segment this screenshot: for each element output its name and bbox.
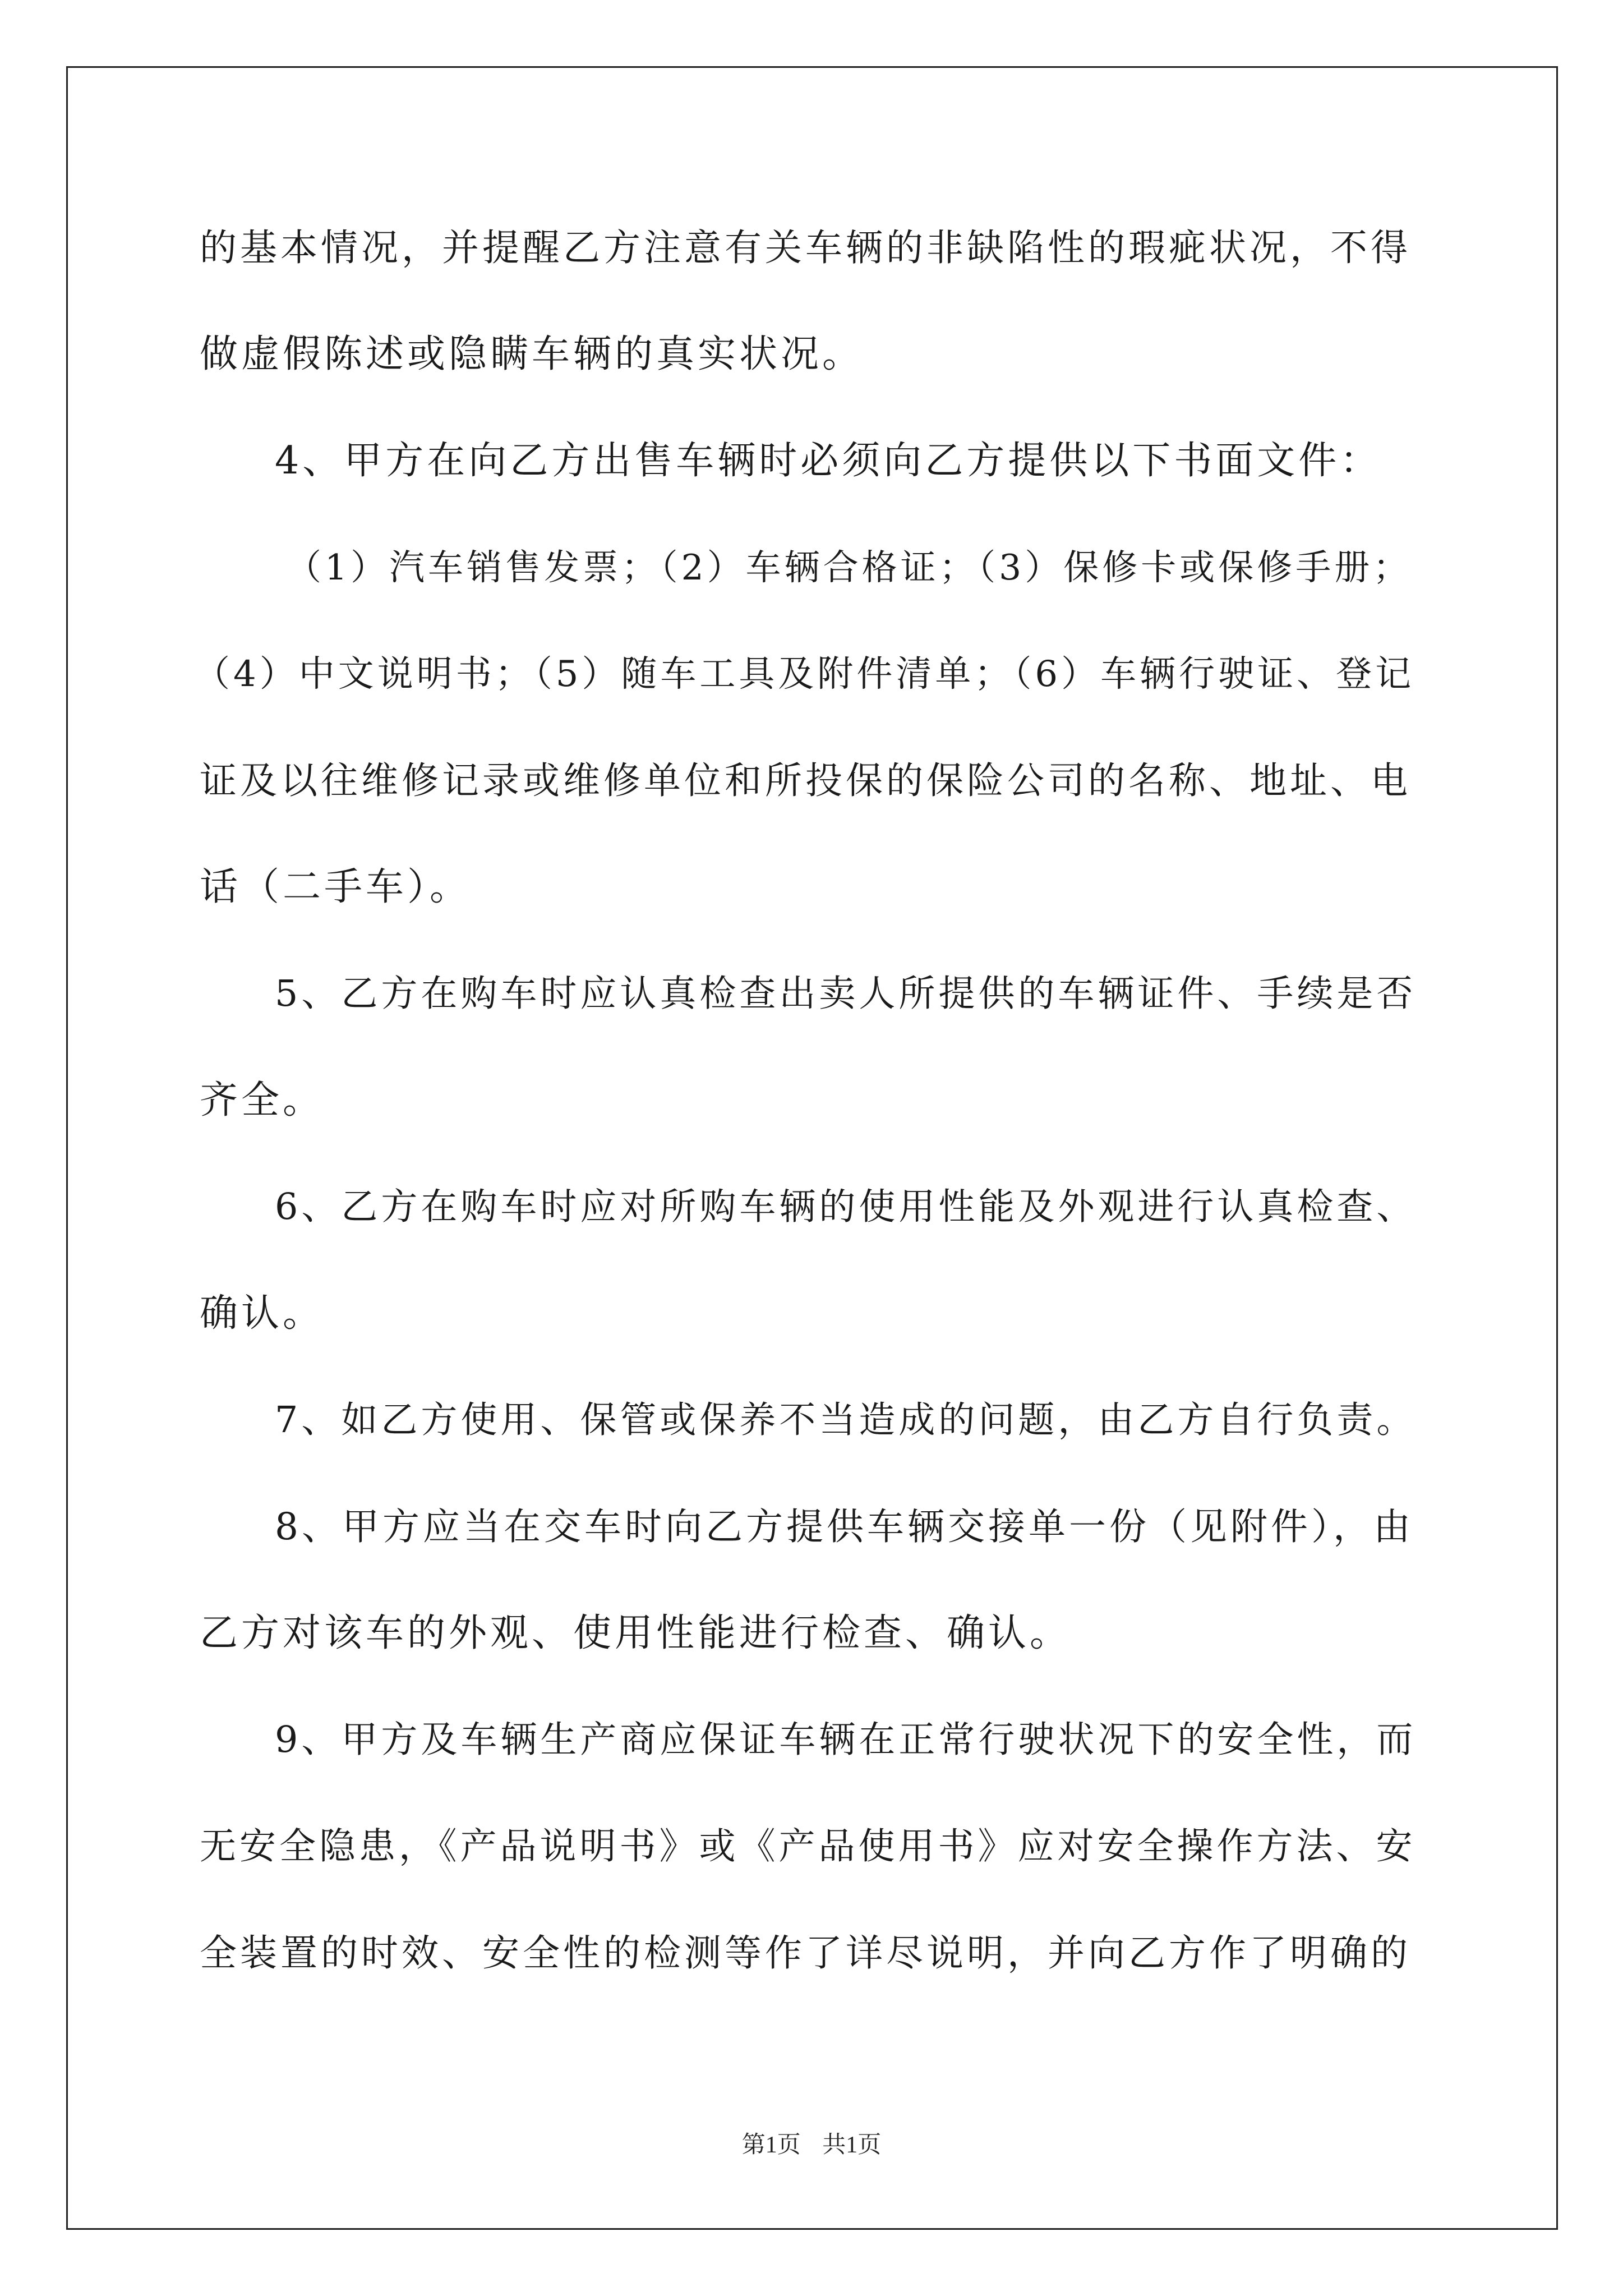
body-line: 5、乙方在购车时应认真检查出卖人所提供的车辆证件、手续是否 bbox=[275, 973, 1417, 1015]
body-line: 4、甲方在向乙方出售车辆时必须向乙方提供以下书面文件： bbox=[275, 439, 1382, 483]
body-line: 全装置的时效、安全性的检测等作了详尽说明，并向乙方作了明确的 bbox=[200, 1931, 1411, 1975]
body-line: 话（二手车）。 bbox=[200, 865, 472, 909]
body-line: 证及以往维修记录或维修单位和所投保的保险公司的名称、地址、电 bbox=[200, 759, 1411, 802]
page-footer bbox=[0, 2131, 1623, 2160]
body-line: 7、如乙方使用、保管或保养不当造成的问题，由乙方自行负责。 bbox=[275, 1399, 1417, 1441]
body-line: 无安全隐患，《产品说明书》或《产品使用书》应对安全操作方法、安 bbox=[200, 1825, 1416, 1867]
body-line: 确认。 bbox=[200, 1291, 325, 1336]
page-total: 共1页 bbox=[822, 2132, 882, 2158]
body-line: 乙方对该车的外观、使用性能进行检查、确认。 bbox=[200, 1611, 1072, 1655]
page-frame bbox=[66, 66, 1558, 2230]
body-line: 6、乙方在购车时应对所购车辆的使用性能及外观进行认真检查、 bbox=[275, 1186, 1417, 1228]
body-line: 的基本情况，并提醒乙方注意有关车辆的非缺陷性的瑕疵状况，不得 bbox=[200, 226, 1411, 269]
body-line: 9、甲方及车辆生产商应保证车辆在正常行驶状况下的安全性，而 bbox=[275, 1719, 1417, 1761]
body-line: （4）中文说明书；（5）随车工具及附件清单；（6）车辆行驶证、登记 bbox=[194, 654, 1415, 695]
body-line: 齐全。 bbox=[200, 1078, 325, 1122]
page-number: 第1页 bbox=[741, 2132, 801, 2158]
body-line: （1）汽车销售发票；（2）车辆合格证；（3）保修卡或保修手册； bbox=[286, 547, 1412, 588]
body-line: 8、甲方应当在交车时向乙方提供车辆交接单一份（见附件），由 bbox=[275, 1505, 1414, 1548]
body-line: 做虚假陈述或隐瞒车辆的真实状况。 bbox=[200, 332, 864, 376]
